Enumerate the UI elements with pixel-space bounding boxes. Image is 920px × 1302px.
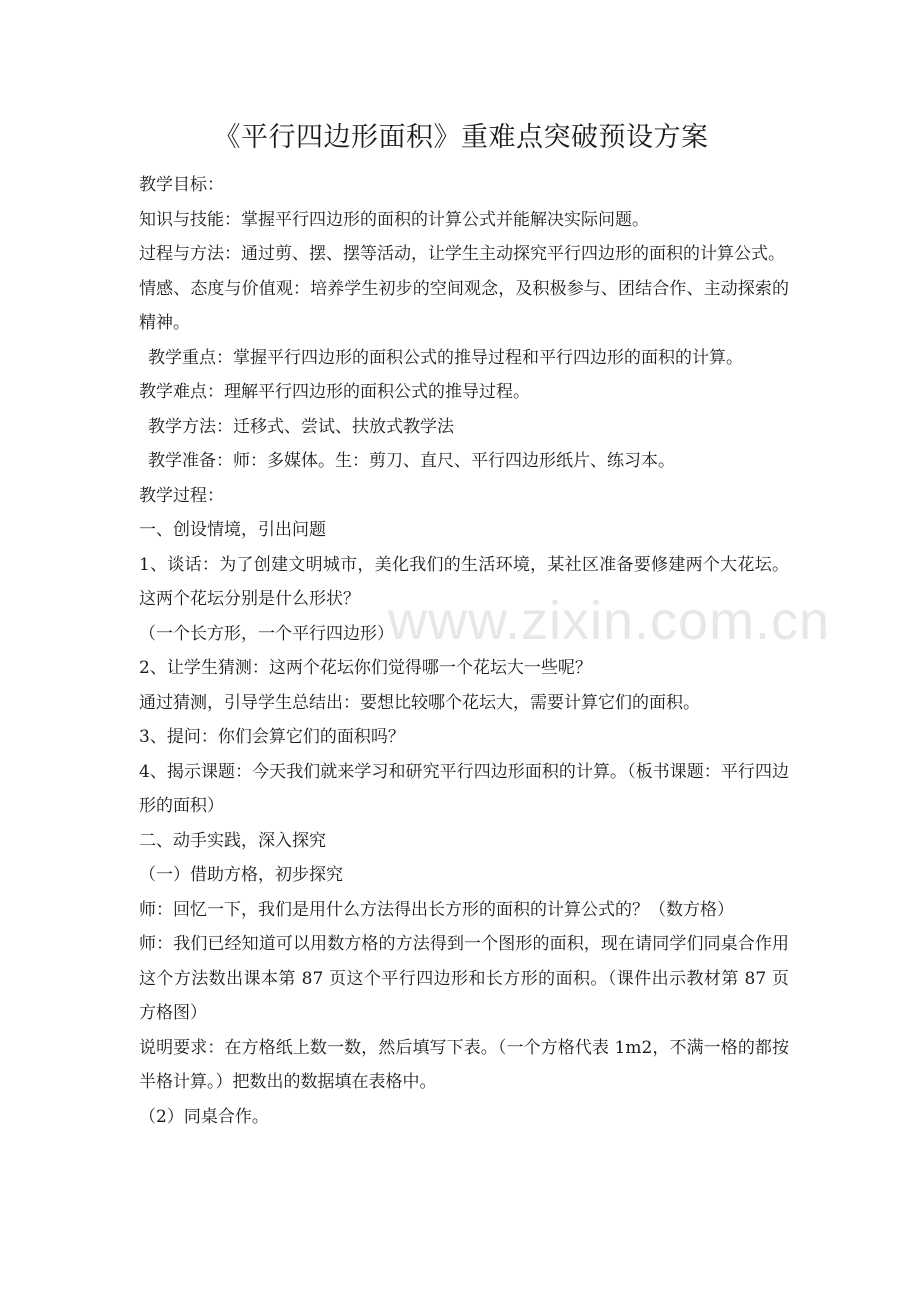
list-item: 1、谈话：为了创建文明城市，美化我们的生活环境，某社区准备要修建两个大花坛。这两个花坛分别是什么形状？ [139, 554, 789, 609]
paragraph-pair-work: （2）同桌合作。 [139, 1106, 269, 1127]
section-heading-1: 一、创设情境，引出问题 [139, 520, 326, 540]
paragraph-knowledge-skills: 知识与技能：掌握平行四边形的面积的计算公式并能解决实际问题。 [139, 209, 649, 230]
document-title: 《平行四边形面积》重难点突破预设方案 [213, 122, 709, 153]
paragraph-teacher-question: 师：回忆一下，我们是用什么方法得出长方形的面积的计算公式的？（数方格） [139, 899, 734, 920]
section-heading-2: 二、动手实践，深入探究 [139, 830, 326, 851]
list-item-answer: （一个长方形，一个平行四边形） [139, 623, 394, 644]
paragraph-guess-summary: 通过猜测，引导学生总结出：要想比较哪个花坛大，需要计算它们的面积。 [139, 692, 700, 713]
list-item: 3、提问：你们会算它们的面积吗？ [139, 727, 405, 747]
list-item: 4、揭示课题：今天我们就来学习和研究平行四边形面积的计算。（板书课题：平行四边形的面积） [139, 761, 789, 816]
paragraph-process-method: 过程与方法：通过剪、摆、摆等活动，让学生主动探究平行四边形的面积的计算公式。 [139, 244, 785, 264]
subsection-heading-1: （一）借助方格，初步探究 [139, 865, 343, 885]
paragraph-requirements: 说明要求：在方格纸上数一数，然后填写下表。（一个方格代表 1m2，不满一格的都按半格计算。）把数出的数据填在表格中。 [139, 1037, 789, 1092]
paragraph-objectives-heading: 教学目标： [139, 175, 224, 195]
paragraph-teaching-preparation: 教学准备：师：多媒体。生：剪刀、直尺、平行四边形纸片、练习本。 [148, 451, 675, 471]
paragraph-teacher-instruction: 师：我们已经知道可以用数方格的方法得到一个图形的面积，现在请同学们同桌合作用这个方法数出课本第 87 页这个平行四边形和长方形的面积。（课件出示教材第 87 页方格图） [139, 934, 789, 1023]
document-page [139, 118, 789, 1134]
paragraph-emotion-attitude: 情感、态度与价值观：培养学生初步的空间观念，及积极参与、团结合作、主动探索的精神。 [139, 278, 789, 333]
paragraph-teaching-method: 教学方法：迁移式、尝试、扶放式教学法 [148, 416, 454, 437]
paragraph-key-point: 教学重点：掌握平行四边形的面积公式的推导过程和平行四边形的面积的计算。 [148, 347, 743, 368]
list-item: 2、让学生猜测：这两个花坛你们觉得哪一个花坛大一些呢？ [139, 658, 592, 678]
watermark-text: www.zixin.com.cn [388, 591, 831, 651]
paragraph-difficult-point: 教学难点：理解平行四边形的面积公式的推导过程。 [139, 382, 530, 402]
paragraph-process-heading: 教学过程： [139, 485, 224, 506]
